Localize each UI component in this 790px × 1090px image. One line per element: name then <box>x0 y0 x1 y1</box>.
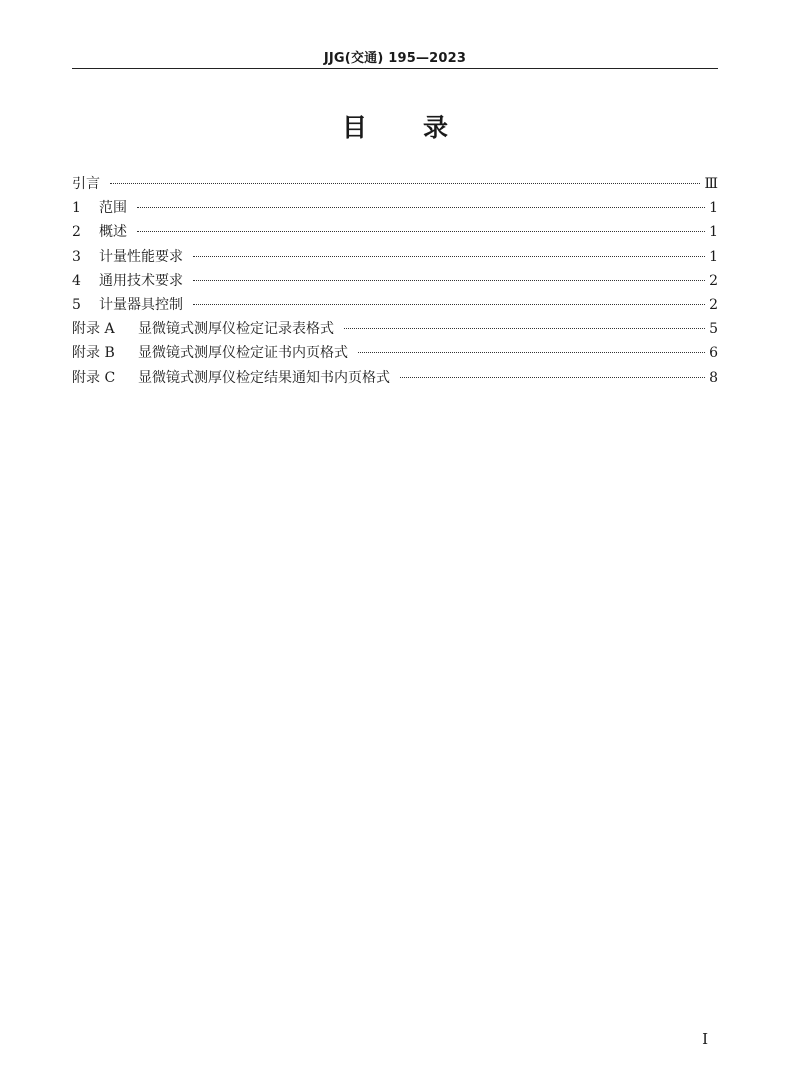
toc-entry-overview[interactable] <box>72 220 718 244</box>
toc-dot-leader <box>137 231 705 232</box>
toc-dot-leader <box>193 304 705 305</box>
toc-entry-label <box>72 196 127 220</box>
toc-list <box>72 172 718 390</box>
toc-entry-title: 计量器具控制 <box>99 296 183 313</box>
toc-entry-page: 8 <box>709 369 718 386</box>
toc-entry-appendix-b[interactable] <box>72 341 718 365</box>
toc-entry-page: 1 <box>709 200 718 217</box>
toc-entry-label <box>72 341 348 365</box>
toc-entry-page: 1 <box>709 224 718 241</box>
running-header: JJG(交通) 195—2023 <box>323 51 467 66</box>
toc-entry-label <box>72 245 183 269</box>
toc-entry-label <box>72 269 183 293</box>
toc-entry-metrological-requirements[interactable] <box>72 245 718 269</box>
toc-entry-label <box>72 293 183 317</box>
toc-dot-leader <box>193 256 705 257</box>
toc-entry-scope[interactable] <box>72 196 718 220</box>
toc-dot-leader <box>400 377 705 378</box>
toc-entry-technical-requirements[interactable] <box>72 269 718 293</box>
toc-entry-page: 6 <box>709 345 718 362</box>
toc-entry-number: 3 <box>72 248 81 265</box>
toc-entry-label <box>72 172 100 196</box>
toc-entry-title: 显微镜式测厚仪检定记录表格式 <box>138 321 334 338</box>
toc-entry-introduction[interactable] <box>72 172 718 196</box>
toc-entry-page: 5 <box>709 321 718 338</box>
toc-entry-number: 1 <box>72 200 81 217</box>
toc-entry-number: 5 <box>72 296 81 313</box>
toc-entry-number: 2 <box>72 224 81 241</box>
toc-entry-page: 2 <box>709 272 718 289</box>
toc-dot-leader <box>137 207 705 208</box>
toc-entry-label <box>72 366 390 390</box>
toc-entry-title: 计量性能要求 <box>99 248 183 265</box>
toc-entry-title: 概述 <box>99 224 127 241</box>
toc-entry-number: 附录 B <box>72 345 115 362</box>
toc-entry-title: 显微镜式测厚仪检定结果通知书内页格式 <box>138 369 390 386</box>
toc-entry-label <box>72 317 334 341</box>
page-number: I <box>702 1030 708 1048</box>
header-rule <box>72 68 718 69</box>
toc-entry-page: Ⅲ <box>704 176 718 192</box>
toc-entry-instrument-control[interactable] <box>72 293 718 317</box>
toc-entry-title: 范围 <box>99 200 127 217</box>
toc-entry-page: 2 <box>709 296 718 313</box>
toc-entry-number: 附录 C <box>72 369 116 386</box>
toc-entry-label <box>72 220 127 244</box>
toc-entry-title: 通用技术要求 <box>99 272 183 289</box>
toc-dot-leader <box>110 183 700 184</box>
toc-entry-number: 4 <box>72 272 81 289</box>
toc-dot-leader <box>358 352 705 353</box>
toc-entry-appendix-c[interactable] <box>72 366 718 390</box>
toc-dot-leader <box>344 328 705 329</box>
toc-dot-leader <box>193 280 705 281</box>
toc-entry-page: 1 <box>709 248 718 265</box>
toc-entry-title: 显微镜式测厚仪检定证书内页格式 <box>138 345 348 362</box>
toc-entry-appendix-a[interactable] <box>72 317 718 341</box>
toc-entry-number: 附录 A <box>72 321 115 338</box>
toc-title: 目录 <box>341 113 504 142</box>
toc-entry-title: 引言 <box>72 176 100 192</box>
